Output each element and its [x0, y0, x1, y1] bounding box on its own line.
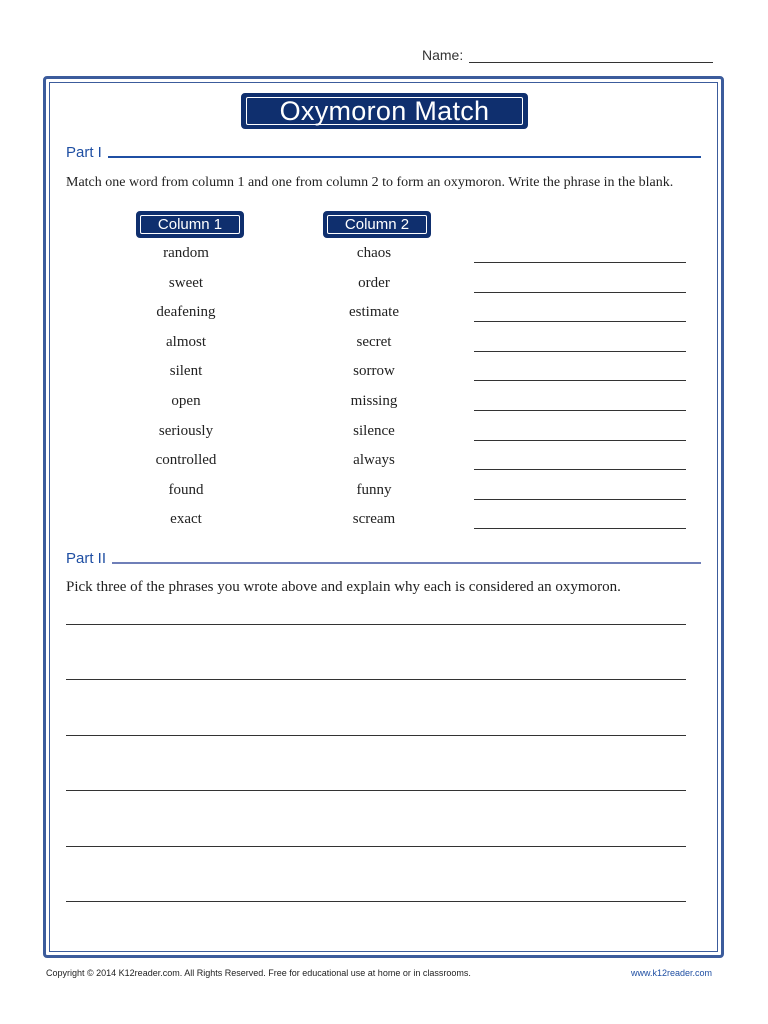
column2-word: sorrow: [353, 363, 395, 380]
column1-word: seriously: [158, 422, 214, 439]
column1-word: silent: [169, 363, 203, 380]
writing-line[interactable]: [66, 901, 686, 902]
column2-word: missing: [350, 393, 398, 409]
part2-heading: [66, 547, 701, 567]
name-label: Name:: [422, 47, 464, 63]
part1-heading-label: Part I: [66, 144, 102, 161]
title-banner: [241, 93, 528, 129]
column2-word: scream: [352, 511, 396, 528]
answer-blank[interactable]: [474, 440, 686, 441]
name-field: [422, 46, 713, 63]
column2-word: silence: [353, 422, 395, 439]
column1-word: sweet: [168, 274, 204, 291]
column2-badge: [323, 211, 431, 238]
writing-line[interactable]: [66, 846, 686, 847]
column2-word: estimate: [349, 304, 399, 321]
writing-line[interactable]: [66, 624, 686, 625]
part1-heading: [66, 141, 701, 161]
answer-blank[interactable]: [474, 380, 686, 381]
answer-blank[interactable]: [474, 410, 686, 411]
column2-word: chaos: [356, 245, 392, 261]
column1-word: almost: [166, 333, 206, 350]
column1-badge: [136, 211, 244, 238]
footer-url[interactable]: www.k12reader.com: [631, 968, 713, 978]
footer-copyright: Copyright © 2014 K12reader.com. All Rights Reserved. Free for educational use at home or in classrooms.: [46, 968, 471, 978]
part2-rule: [112, 562, 701, 564]
answer-blank[interactable]: [474, 321, 686, 322]
page-title: Oxymoron Match: [246, 97, 523, 125]
part2-heading-label: Part II: [66, 550, 107, 567]
column1-word: controlled: [155, 452, 217, 469]
part2-instructions: Pick three of the phrases you wrote above and explain why each is considered an oxymoron.: [66, 579, 621, 595]
column2-word: order: [358, 274, 390, 291]
writing-line[interactable]: [66, 790, 686, 791]
column1-word: deafening: [156, 304, 216, 321]
writing-line[interactable]: [66, 735, 686, 736]
column1-label: Column 1: [140, 215, 240, 234]
answer-blank[interactable]: [474, 469, 686, 470]
answer-blank[interactable]: [474, 499, 686, 500]
name-blank[interactable]: [469, 46, 713, 63]
column2-word: secret: [356, 333, 392, 350]
part1-rule: [108, 156, 701, 158]
answer-blank[interactable]: [474, 292, 686, 293]
column2-word: funny: [356, 481, 392, 498]
answer-blank[interactable]: [474, 528, 686, 529]
writing-line[interactable]: [66, 679, 686, 680]
answer-blank[interactable]: [474, 262, 686, 263]
column2-word: always: [353, 452, 395, 469]
column1-word: random: [163, 245, 209, 261]
column2-label: Column 2: [327, 215, 427, 234]
column1-word: open: [171, 393, 201, 409]
answer-blank[interactable]: [474, 351, 686, 352]
part1-instructions: Match one word from column 1 and one from column 2 to form an oxymoron. Write the phrase in the blank.: [66, 175, 674, 190]
column1-word: found: [168, 481, 204, 498]
column1-word: exact: [170, 511, 202, 528]
